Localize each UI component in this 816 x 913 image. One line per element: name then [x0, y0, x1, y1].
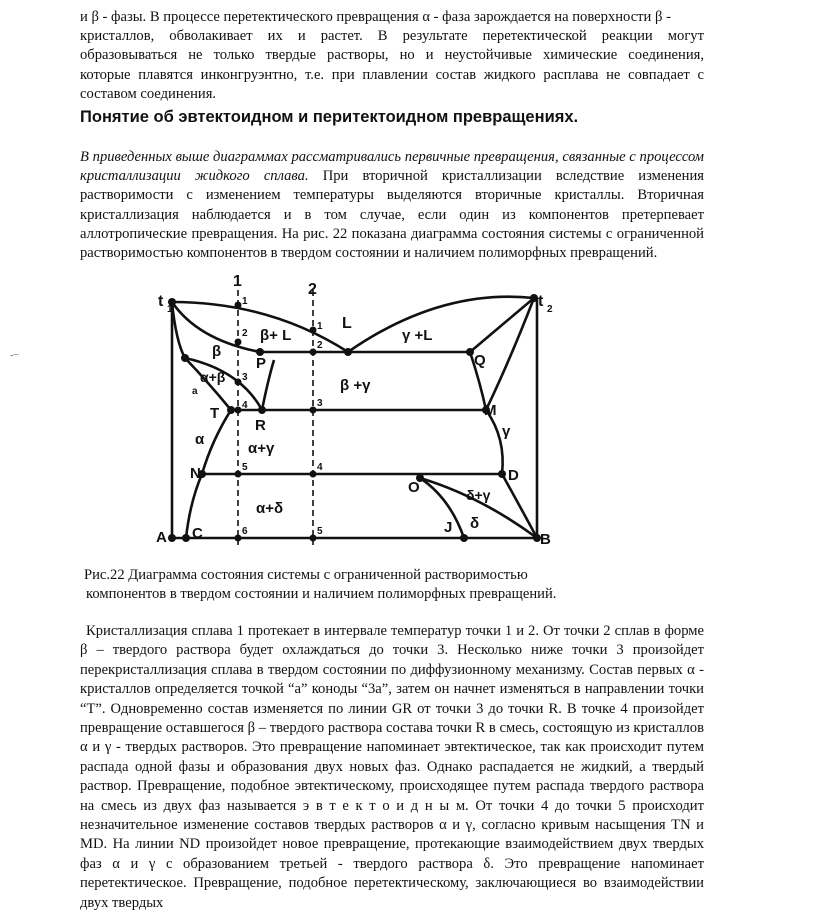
label-gamma: γ: [502, 423, 511, 440]
label-J: J: [444, 519, 453, 536]
label-beta-L: β+ L: [260, 327, 292, 344]
label-alpha-beta: α+β: [200, 369, 226, 385]
intro-line: кристаллов, обволакивает их и растет. В результате перетектической реакции могут: [80, 28, 704, 45]
label-beta: β: [212, 343, 222, 360]
point-2-4: 4: [317, 462, 323, 473]
paragraph-secondary-crystallization: [80, 148, 704, 263]
label-R: R: [255, 417, 266, 434]
label-T: T: [210, 405, 220, 422]
label-P: P: [256, 355, 267, 372]
caption-line: компонентов в твердом состоянии и наличием полиморфных превращений.: [86, 586, 557, 602]
label-alloy-1: 1: [233, 273, 242, 290]
italic-intro: В приведенных выше диаграммах рассматривались первичные превращения, связанные с процессом кристаллизации жидкого сплава.: [80, 149, 704, 185]
point-1-5: 5: [242, 462, 248, 473]
point-1-1: 1: [242, 296, 248, 307]
label-Q: Q: [474, 352, 486, 369]
paragraph-alloy-1-crystallization: Кристаллизация сплава 1 протекает в интервале температур точки 1 и 2. От точки 2 сплав в форме β – твердого раствора будет охлаждаться до точки 3. Несколько ниже точки 3 произойдет перекристаллизация сплава в твердом состоянии по диффузионному механизму. Состав первых α - кристаллов определяется точкой “а” коноды “3а”, затем он начнет изменяться в направлении точки “Т”. Одновременно состав изменяется по линии GR от точки 3 до точки R. В точке 4 произойдет превращение оставшегося β – твердого раствора состава точки R в смесь, состоящую из кристаллов α и γ - твердых растворов. Это превращение напоминает эвтектическое, так как происходит путем распада одной фазы и образования двух новых фаз. Однако распадается не жидкий, а твердый раствор. Превращение, подобное эвтектическому, происходящее путем распада твердого раствора на смесь из двух фаз называется э в т е к т о и д н ы м. От точки 4 до точки 5 происходит незначительное изменение составов твердых растворов α и γ, согласно кривым насыщения TN и MD. На линии ND произойдет новое превращение, протекающие взаимодействием двух твердых фаз α и γ с образованием третьей - твердого раствора δ. Это превращение напоминает перетектическое. Превращение, подобное перетектическому, заключающиеся во взаимодействии двух твердых: [80, 623, 704, 911]
label-gamma-L: γ +L: [402, 327, 433, 344]
label-t1: t: [158, 293, 164, 310]
point-2-3: 3: [317, 398, 323, 409]
scan-artifact: - ̶: [10, 350, 16, 361]
intro-paragraph: [80, 8, 704, 104]
paragraph-text: При вторичной кристаллизации вследствие изменения растворимости с изменением температуры выделяются вторичные кристаллы. Вторичная кристаллизация наблюдается и в том случае, если один из компонентов претерпевает аллотропические превращения. На рис. 22 показана диаграмма состояния системы с ограниченной растворимостью компонентов в твердом состоянии и наличием полиморфных превращений.: [80, 168, 704, 262]
label-delta: δ: [470, 515, 480, 532]
boundary-m-right: [486, 298, 534, 410]
figure-caption: [84, 566, 604, 604]
point-2-2: 2: [317, 340, 323, 351]
label-alpha-gamma: α+γ: [248, 440, 275, 457]
point-1-2: 2: [242, 328, 248, 339]
label-t2-sub: 2: [547, 304, 553, 315]
label-A: A: [156, 529, 167, 546]
label-L: L: [342, 315, 352, 332]
label-alpha: α: [195, 431, 205, 448]
point-1-4: 4: [242, 400, 248, 411]
label-O: O: [408, 479, 420, 496]
label-t1-sub: 1: [167, 304, 173, 315]
label-t2: t: [538, 293, 544, 310]
caption-line: Рис.22 Диаграмма состояния системы с ограниченной растворимостью: [84, 567, 528, 583]
label-N: N: [190, 465, 201, 482]
point-2-1: 1: [317, 321, 323, 332]
section-heading: Понятие об эвтектоидном и перитектоидном превращениях.: [80, 108, 579, 126]
boundary-o-j: [420, 478, 464, 538]
label-M: M: [484, 402, 497, 419]
label-alloy-2: 2: [308, 281, 317, 298]
intro-line: составом соединения.: [80, 85, 217, 102]
label-C: C: [192, 525, 203, 542]
intro-line: которые плавятся инконгруэнтно, т.е. при плавлении состав жидкого расплава не совпадает с: [80, 66, 704, 83]
label-alpha-delta: α+δ: [256, 500, 284, 517]
point-1-3: 3: [242, 372, 248, 383]
label-beta-gamma: β +γ: [340, 377, 371, 394]
solvus-md: [486, 410, 503, 474]
phase-diagram: [150, 270, 560, 560]
label-delta-gamma: δ+γ: [466, 487, 491, 503]
point-1-6: 6: [242, 526, 248, 537]
label-D: D: [508, 467, 519, 484]
label-B: B: [540, 531, 551, 548]
intro-line: образовываться не только твердые растворы, но и неустойчивые химические соединения,: [80, 47, 704, 64]
liquidus-right: [348, 297, 534, 352]
point-2-5: 5: [317, 526, 323, 537]
label-a: a: [192, 386, 198, 397]
intro-line: и β - фазы. В процессе перетектического превращения α - фаза зарождается на поверхности β -: [80, 9, 671, 25]
